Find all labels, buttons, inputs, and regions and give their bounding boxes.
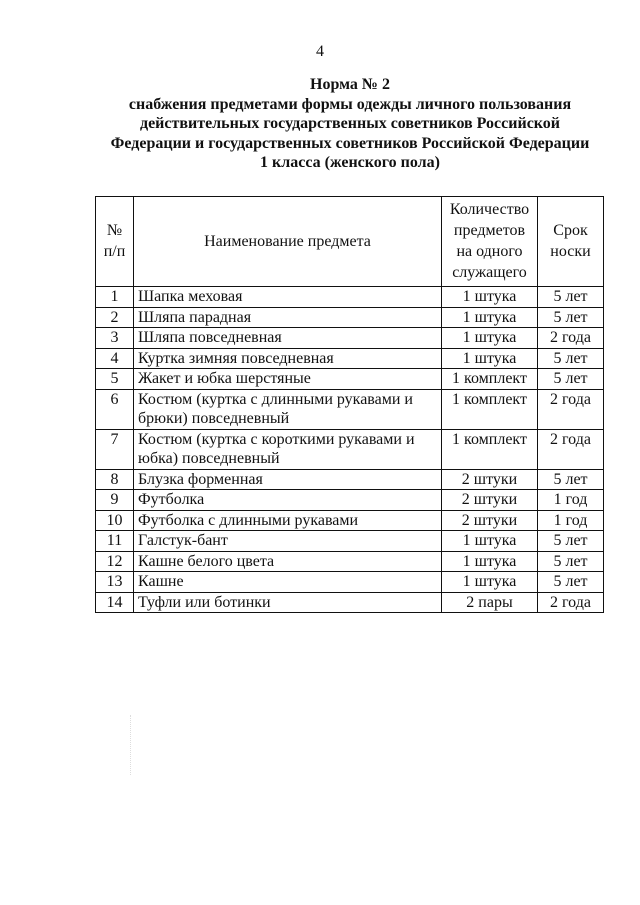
- table-row: [96, 490, 604, 511]
- row-item-name: Шляпа парадная: [134, 307, 442, 328]
- row-wear-term: 5 лет: [538, 469, 604, 490]
- row-item-name: Шляпа повседневная: [134, 328, 442, 349]
- row-item-name: Костюм (куртка с короткими рукавами и юбка) повседневный: [134, 429, 442, 469]
- table-row: [96, 328, 604, 349]
- row-number: 3: [96, 328, 134, 349]
- row-quantity: 1 комплект: [442, 369, 538, 390]
- row-number: 13: [96, 572, 134, 593]
- row-item-name: Костюм (куртка с длинными рукавами и брюки) повседневный: [134, 389, 442, 429]
- row-wear-term: 5 лет: [538, 307, 604, 328]
- row-quantity: 1 штука: [442, 531, 538, 552]
- row-wear-term: 5 лет: [538, 287, 604, 308]
- row-quantity: 1 комплект: [442, 389, 538, 429]
- row-quantity: 1 штука: [442, 328, 538, 349]
- table-row: [96, 531, 604, 552]
- row-item-name: Футболка: [134, 490, 442, 511]
- row-wear-term: 5 лет: [538, 531, 604, 552]
- row-number: 14: [96, 592, 134, 613]
- row-item-name: Галстук-бант: [134, 531, 442, 552]
- row-number: 5: [96, 369, 134, 390]
- table-row: [96, 307, 604, 328]
- header-item-name: Наименование предмета: [134, 197, 442, 287]
- row-number: 4: [96, 348, 134, 369]
- row-wear-term: 5 лет: [538, 572, 604, 593]
- table-row: [96, 572, 604, 593]
- row-item-name: Кашне белого цвета: [134, 551, 442, 572]
- row-quantity: 1 штука: [442, 348, 538, 369]
- table-row: [96, 389, 604, 429]
- row-item-name: Шапка меховая: [134, 287, 442, 308]
- header-wear-term: Срок носки: [538, 197, 604, 287]
- row-number: 11: [96, 531, 134, 552]
- row-wear-term: 5 лет: [538, 369, 604, 390]
- row-item-name: Футболка с длинными рукавами: [134, 510, 442, 531]
- row-quantity: 2 штуки: [442, 469, 538, 490]
- document-title: [60, 75, 640, 173]
- row-item-name: Блузка форменная: [134, 469, 442, 490]
- row-item-name: Куртка зимняя повседневная: [134, 348, 442, 369]
- row-item-name: Туфли или ботинки: [134, 592, 442, 613]
- row-wear-term: 2 года: [538, 328, 604, 349]
- table-row: [96, 429, 604, 469]
- table-header-row: [96, 197, 604, 287]
- row-wear-term: 2 года: [538, 429, 604, 469]
- row-number: 8: [96, 469, 134, 490]
- row-wear-term: 5 лет: [538, 551, 604, 572]
- row-number: 1: [96, 287, 134, 308]
- table-row: [96, 592, 604, 613]
- table-row: [96, 287, 604, 308]
- table-row: [96, 369, 604, 390]
- row-quantity: 1 штука: [442, 287, 538, 308]
- page-number: 4: [316, 43, 324, 60]
- row-wear-term: 5 лет: [538, 348, 604, 369]
- row-number: 10: [96, 510, 134, 531]
- row-item-name: Кашне: [134, 572, 442, 593]
- row-wear-term: 2 года: [538, 389, 604, 429]
- row-quantity: 2 пары: [442, 592, 538, 613]
- row-number: 7: [96, 429, 134, 469]
- table-row: [96, 551, 604, 572]
- title-line: Норма № 2: [310, 76, 390, 93]
- row-number: 12: [96, 551, 134, 572]
- row-quantity: 2 штуки: [442, 510, 538, 531]
- row-wear-term: 2 года: [538, 592, 604, 613]
- title-line: 1 класса (женского пола): [260, 154, 440, 171]
- header-number: № п/п: [96, 197, 134, 287]
- table-body: [96, 287, 604, 613]
- row-item-name: Жакет и юбка шерстяные: [134, 369, 442, 390]
- title-line: снабжения предметами формы одежды личного пользования: [128, 95, 572, 113]
- row-quantity: 1 комплект: [442, 429, 538, 469]
- row-quantity: 2 штуки: [442, 490, 538, 511]
- row-wear-term: 1 год: [538, 490, 604, 511]
- row-quantity: 1 штука: [442, 572, 538, 593]
- row-number: 6: [96, 389, 134, 429]
- row-number: 9: [96, 490, 134, 511]
- table-row: [96, 469, 604, 490]
- table-row: [96, 348, 604, 369]
- row-quantity: 1 штука: [442, 551, 538, 572]
- header-quantity: Количество предметов на одного служащего: [442, 197, 538, 287]
- title-line: действительных государственных советников Российской: [139, 115, 561, 132]
- norms-table: [95, 196, 604, 613]
- scan-artifact: [130, 715, 132, 775]
- row-wear-term: 1 год: [538, 510, 604, 531]
- table-row: [96, 510, 604, 531]
- row-quantity: 1 штука: [442, 307, 538, 328]
- row-number: 2: [96, 307, 134, 328]
- title-line: Федерации и государственных советников Российской Федерации: [110, 134, 590, 152]
